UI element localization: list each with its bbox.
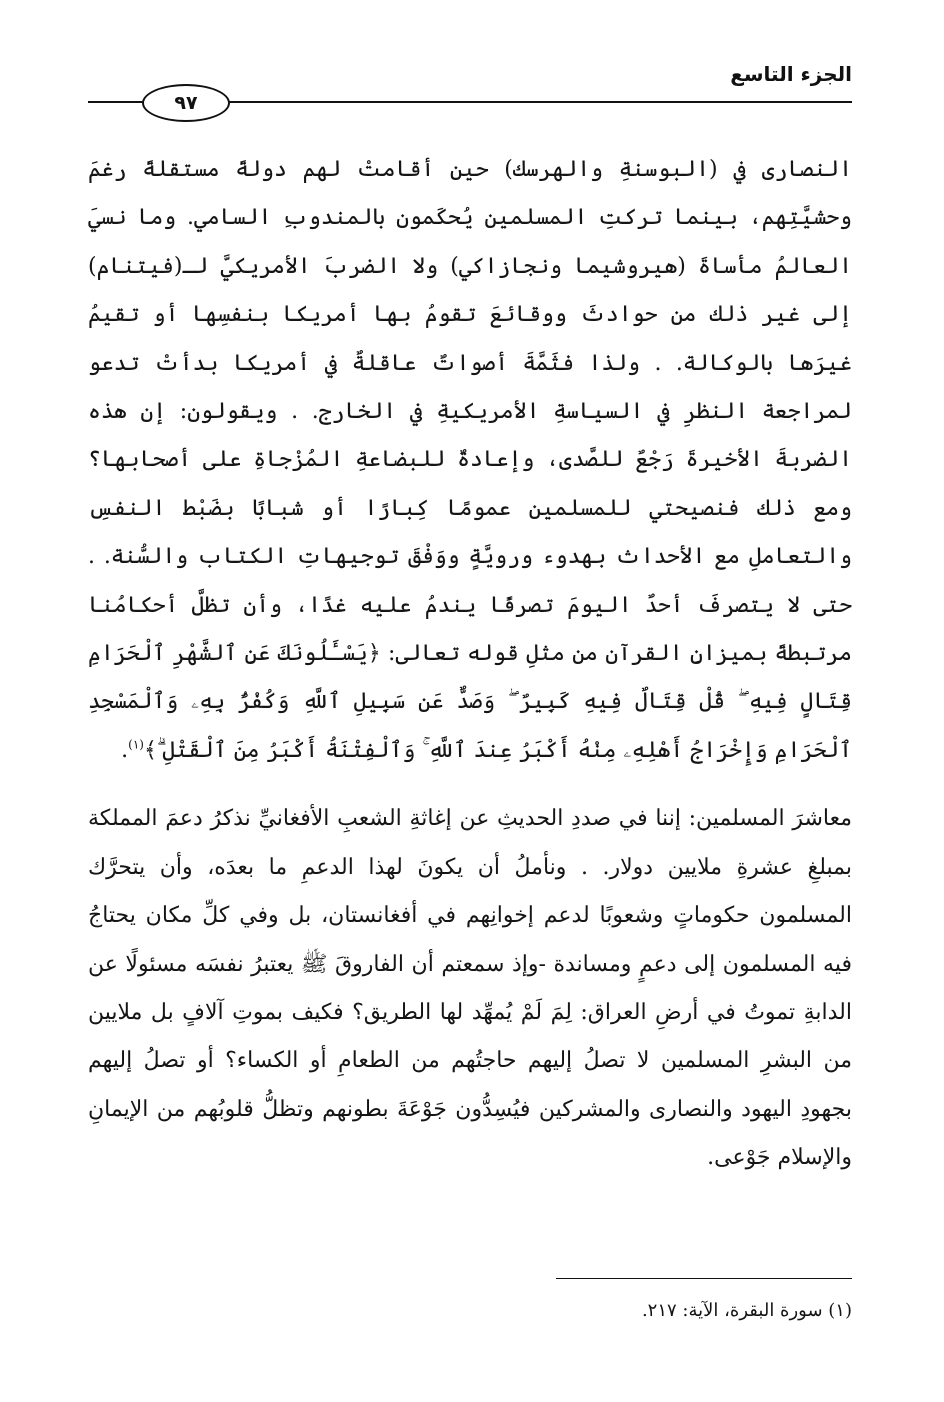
- main-text: [88, 146, 852, 1183]
- paragraph-1-end: .: [121, 737, 129, 763]
- paragraph-2: [88, 795, 852, 1182]
- footnote-divider: [556, 1278, 852, 1279]
- footnote-marker: (١): [128, 737, 144, 752]
- paragraph-gap: [88, 775, 852, 795]
- chapter-header: الجزء التاسع: [730, 62, 852, 86]
- paragraph-1-text: النصارى في (البوسنةِ والهرسك) حين أقامتْ لهم دولةً مستقلةً رغمَ وحشيَّتِهم، بينما تركتِ المسلمين يُحكَمون بالمندوبِ السامي. وما نسيَ العالمُ مأساةَ (هيروشيما ونجازاكي) ولا الضربَ الأمريكيَّ لـ(فيتنام) إلى غير ذلك من حوادثَ ووقائعَ تقومُ بها أمريكا بنفسِها أو تقيمُ غيرَها بالوكالة. . ولذا فثَمَّةَ أصواتٌ عاقلةٌ في أمريكا بدأتْ تدعو لمراجعة النظرِ في السياسةِ الأمريكيةِ في الخارج. . ويقولون: إن هذه الضربةَ الأخيرةَ رَجْعٌ للصَّدى، وإعادةٌ للبضاعةِ المُزْجاةِ على أصحابها؟ ومع ذلك فنصيحتي للمسلمين عمومًا كِبارًا أو شبابًا بضَبْط النفسِ والتعاملِ مع الأحداث بهدوء ورويَّةٍ ووَفْقَ توجيهاتِ الكتاب والسُّنة. . حتى لا يتصرفَ أحدٌ اليومَ تصرفًا يندمُ عليه غدًا، وأن تظلَّ أحكامُنا مرتبطةً بميزانِ القرآن من مثلِ قوله تعالى:: [88, 157, 852, 667]
- quran-verse: ﴿يَسْـَٔلُونَكَ عَنِ ٱلشَّهْرِ ٱلْحَرَامِ قِتَالٍ فِيهِ ۖ قُلْ قِتَالٌ فِيهِ كَبِيرٌ ۖ وَصَدٌّ عَن سَبِيلِ ٱللَّهِ وَكُفْرٌۢ بِهِۦ وَٱلْمَسْجِدِ ٱلْحَرَامِ وَإِخْرَاجُ أَهْلِهِۦ مِنْهُ أَكْبَرُ عِندَ ٱللَّهِ ۚ وَٱلْفِتْنَةُ أَكْبَرُ مِنَ ٱلْقَتْلِ ۗ﴾: [88, 641, 852, 763]
- page-number: ٩٧: [174, 92, 198, 114]
- paragraph-2-text: معاشرَ المسلمين: إننا في صددِ الحديثِ عن إغاثةِ الشعبِ الأفغانيِّ نذكرُ دعمَ المملكة بمبلغِ عشرةِ ملايين دولار. . ونأملُ أن يكونَ لهذا الدعمِ ما بعدَه، وأن يتحرَّك المسلمون حكوماتٍ وشعوبًا لدعم إخوانِهم في أفغانستان، بل وفي كلِّ مكان يحتاجُ فيه المسلمون إلى دعمٍ ومساندة -وإذ سمعتم أن الفاروقَ ﷺ يعتبرُ نفسَه مسئولًا عن الدابةِ تموتُ في أرضِ العراق: لِمَ لَمْ يُمهِّد لها الطريق؟ فكيف بموتِ آلافٍ بل ملايين من البشرِ المسلمين لا تصلُ إليهم حاجتُهم من الطعامِ أو الكساء؟ أو تصلُ إليهم بجهودِ اليهود والنصارى والمشركين فيُسِدُّون جَوْعَةَ بطونهم وتظلُّ قلوبُهم من الإيمانِ والإسلام جَوْعى.: [88, 806, 852, 1171]
- page-number-oval: [142, 84, 230, 122]
- footnote: (١) سورة البقرة، الآية: ٢١٧.: [641, 1300, 852, 1321]
- paragraph-1: [88, 146, 852, 775]
